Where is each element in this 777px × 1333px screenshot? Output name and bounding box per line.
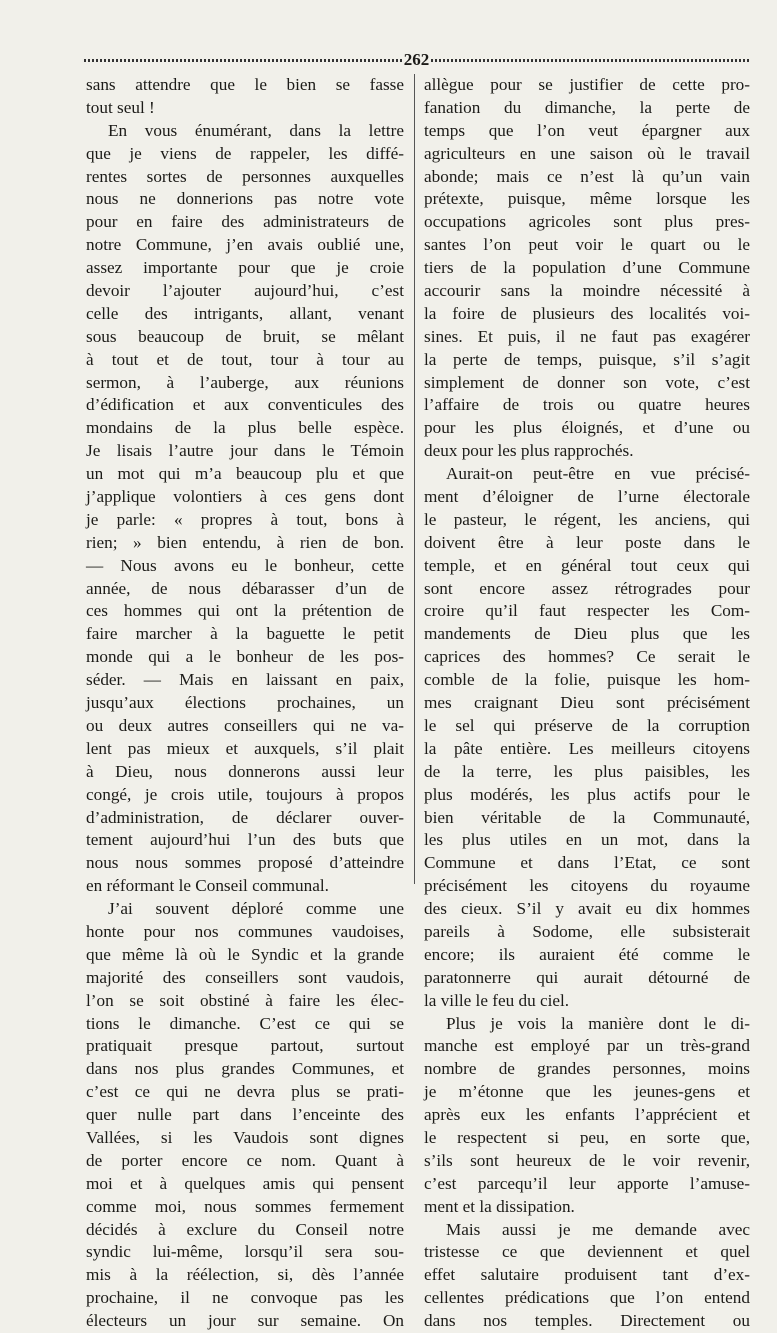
page-number: 262 — [403, 50, 430, 69]
text-line: ces hommes qui ont la prétention de — [86, 601, 404, 621]
text-line: l’on se soit obstiné à faire les élec- — [86, 990, 404, 1010]
text-line: après eux les enfants l’apprécient et — [424, 1105, 750, 1125]
text-line: honte pour nos communes vaudoises, — [86, 921, 404, 941]
text-line: pratiquait presque partout, surtout — [86, 1036, 404, 1056]
text-line: l’affaire de trois ou quatre heures — [424, 395, 750, 415]
text-line: le respectent si peu, en sorte que, — [424, 1127, 750, 1147]
text-line: je parle: « propres à tout, bons à — [86, 509, 404, 529]
right-column — [424, 74, 750, 1333]
text-line: en réformant le Conseil communal. — [86, 876, 329, 896]
text-line: année, de nous débarasser d’un de — [86, 578, 404, 598]
text-line: pareils à Sodome, elle subsisterait — [424, 921, 750, 941]
text-line: nombre de grandes personnes, moins — [424, 1059, 750, 1079]
text-line: des cieux. S’il y avait eu dix hommes — [424, 899, 750, 919]
text-line: à Dieu, nous donnerons aussi leur — [86, 761, 404, 781]
text-line: de la terre, les plus paisibles, les — [424, 761, 750, 781]
text-line: comble de la folie, puisque les hom- — [424, 670, 750, 690]
text-line: à tout et de tout, tour à tour au — [86, 349, 404, 369]
text-line: bien véritable de la Communauté, — [424, 807, 750, 827]
text-line: sermon, à l’auberge, aux réunions — [86, 372, 404, 392]
text-line: caprices des hommes? Ce serait le — [424, 647, 750, 667]
text-line: tions le dimanche. C’est ce qui se — [86, 1013, 404, 1033]
text-line: temple, et en général tout ceux qui — [424, 555, 750, 575]
text-line: prochaine, il ne convoque pas les — [86, 1288, 404, 1308]
text-line: santes l’on peut voir le quart ou le — [424, 235, 750, 255]
text-line: s’ils sont heureux de le voir revenir, — [424, 1150, 750, 1170]
text-line: sont encore assez rétrogrades pour — [424, 578, 750, 598]
text-line: celle des intrigants, allant, venant — [86, 303, 404, 323]
text-line: En vous énumérant, dans la lettre — [108, 120, 404, 140]
text-line: décidés à exclure du Conseil notre — [86, 1219, 404, 1239]
text-line: occupations agricoles sont plus pres- — [424, 212, 750, 232]
text-line: encore; ils auraient été comme le — [424, 944, 750, 964]
text-line: que même là où le Syndic et la grande — [86, 944, 404, 964]
text-line: d’édification et aux conventicules des — [86, 395, 404, 415]
text-line: sines. Et puis, il ne faut pas exagérer — [424, 326, 750, 346]
text-line: sans attendre que le bien se fasse — [86, 75, 404, 94]
text-line: majorité des conseillers sont vaudois, — [86, 967, 404, 987]
text-line: sous beaucoup de bruit, se mêlant — [86, 326, 404, 346]
text-line: croire qu’il faut respecter les Com- — [424, 601, 750, 621]
header-rule-left — [84, 59, 402, 62]
text-line: précisément les citoyens du royaume — [424, 876, 750, 896]
text-line: le pasteur, le régent, les anciens, qui — [424, 509, 750, 529]
text-line: c’est ce qui ne devra plus se prati- — [86, 1082, 404, 1102]
text-line: la perte de temps, puisque, s’il s’agit — [424, 349, 750, 369]
text-line: assez importante pour que je croie — [86, 258, 404, 278]
text-line: les plus utiles en un mot, dans la — [424, 830, 750, 850]
text-line: je m’étonne que les jeunes-gens et — [424, 1082, 750, 1102]
text-line: le sel qui préserve de la corruption — [424, 715, 750, 735]
text-line: d’administration, de déclarer ouver- — [86, 807, 404, 827]
text-line: Commune et dans l’Etat, ce sont — [424, 853, 750, 873]
text-line: de porter encore ce nom. Quant à — [86, 1150, 404, 1170]
text-line: accourir sans la moindre nécessité à — [424, 281, 750, 301]
text-line: congé, je crois utile, toujours à propos — [86, 784, 404, 804]
header-rule-right — [431, 59, 749, 62]
text-line: ou deux autres conseillers qui ne va- — [86, 715, 404, 735]
text-line: Je lisais l’autre jour dans le Témoin — [86, 441, 404, 461]
text-line: rentes sortes de personnes auxquelles — [86, 166, 404, 186]
text-line: Vallées, si les Vaudois sont dignes — [86, 1127, 404, 1147]
text-line: — Nous avons eu le bonheur, cette — [86, 555, 404, 575]
text-line: ment et la dissipation. — [424, 1196, 575, 1216]
text-line: monde qui a le bonheur de les pos- — [86, 647, 404, 667]
page-header — [84, 52, 749, 68]
text-line: plus modérés, les plus actifs pour le — [424, 784, 750, 804]
text-line: tiers de la population d’une Commune — [424, 258, 750, 278]
column-divider — [414, 74, 415, 884]
text-line: temps que l’on veut épargner aux — [424, 120, 750, 140]
text-line: abonde; mais ce n’est là qu’un vain — [424, 166, 750, 186]
text-line: mondains de la plus belle espèce. — [86, 418, 404, 438]
text-line: dans nos temples. Directement ou — [424, 1311, 750, 1331]
text-line: séder. — Mais en laissant en paix, — [86, 670, 404, 690]
text-line: pour en faire des administrateurs de — [86, 212, 404, 232]
text-line: cellentes prédications que l’on entend — [424, 1288, 750, 1308]
text-line: prétexte, puisque, même lorsque les — [424, 189, 750, 209]
text-line: mandements de Dieu plus que les — [424, 624, 750, 644]
text-line: nous ne donnerions pas notre vote — [86, 189, 404, 209]
text-line: lent pas mieux et auxquels, s’il plait — [86, 738, 404, 758]
text-line: Mais aussi je me demande avec — [446, 1219, 750, 1239]
text-line: pour les plus éloignés, et d’une ou — [424, 418, 750, 438]
text-line: fanation du dimanche, la perte de — [424, 97, 750, 117]
text-line: Aurait-on peut-être en vue précisé- — [446, 464, 750, 484]
text-line: c’est parcequ’il leur apporte l’amuse- — [424, 1173, 750, 1193]
text-line: ment d’éloigner de l’urne électorale — [424, 487, 750, 507]
text-line: tout seul ! — [86, 97, 155, 117]
text-line: nous nous sommes proposé d’atteindre — [86, 853, 404, 873]
text-line: notre Commune, j’en avais oublié une, — [86, 235, 404, 255]
text-line: effet salutaire produisent tant d’ex- — [424, 1265, 750, 1285]
text-line: électeurs un jour sur semaine. On — [86, 1311, 404, 1331]
text-line: la ville le feu du ciel. — [424, 990, 570, 1010]
text-line: quer nulle part dans l’enceinte des — [86, 1105, 404, 1125]
text-line: tement aujourd’hui l’un des buts que — [86, 830, 404, 850]
text-line: un mot qui m’a beaucoup plu et que — [86, 464, 404, 484]
text-line: que je viens de rappeler, les diffé- — [86, 143, 404, 163]
text-line: tristesse ce que deviennent et quel — [424, 1242, 750, 1262]
text-line: mis à la réélection, si, dès l’année — [86, 1265, 404, 1285]
text-line: mes craignant Dieu sont précisément — [424, 693, 750, 713]
text-line: allègue pour se justifier de cette pro- — [424, 75, 750, 94]
text-line: doivent être à leur poste dans le — [424, 532, 750, 552]
text-line: j’applique volontiers à ces gens dont — [86, 487, 404, 507]
text-line: moi et à quelques amis qui pensent — [86, 1173, 404, 1193]
text-line: la foire de plusieurs des localités voi- — [424, 303, 750, 323]
text-line: dans nos plus grandes Communes, et — [86, 1059, 404, 1079]
text-line: J’ai souvent déploré comme une — [108, 899, 404, 919]
text-line: Plus je vois la manière dont le di- — [446, 1013, 750, 1033]
text-line: comme moi, nous sommes fermement — [86, 1196, 404, 1216]
text-line: manche est employé par un très-grand — [424, 1036, 750, 1056]
left-column — [86, 74, 404, 1333]
text-line: faire marcher à la baguette le petit — [86, 624, 404, 644]
text-line: paratonnerre qui aurait détourné de — [424, 967, 750, 987]
text-line: agriculteurs en une saison où le travail — [424, 143, 750, 163]
text-line: jusqu’aux élections prochaines, un — [86, 693, 404, 713]
text-line: la pâte entière. Les meilleurs citoyens — [424, 738, 750, 758]
text-line: syndic lui-même, lorsqu’il sera sou- — [86, 1242, 404, 1262]
text-line: devoir l’ajouter aujourd’hui, c’est — [86, 281, 404, 301]
text-line: rien; » bien entendu, à rien de bon. — [86, 532, 404, 552]
text-line: simplement de donner son vote, c’est — [424, 372, 750, 392]
text-line: deux pour les plus rapprochés. — [424, 441, 634, 461]
